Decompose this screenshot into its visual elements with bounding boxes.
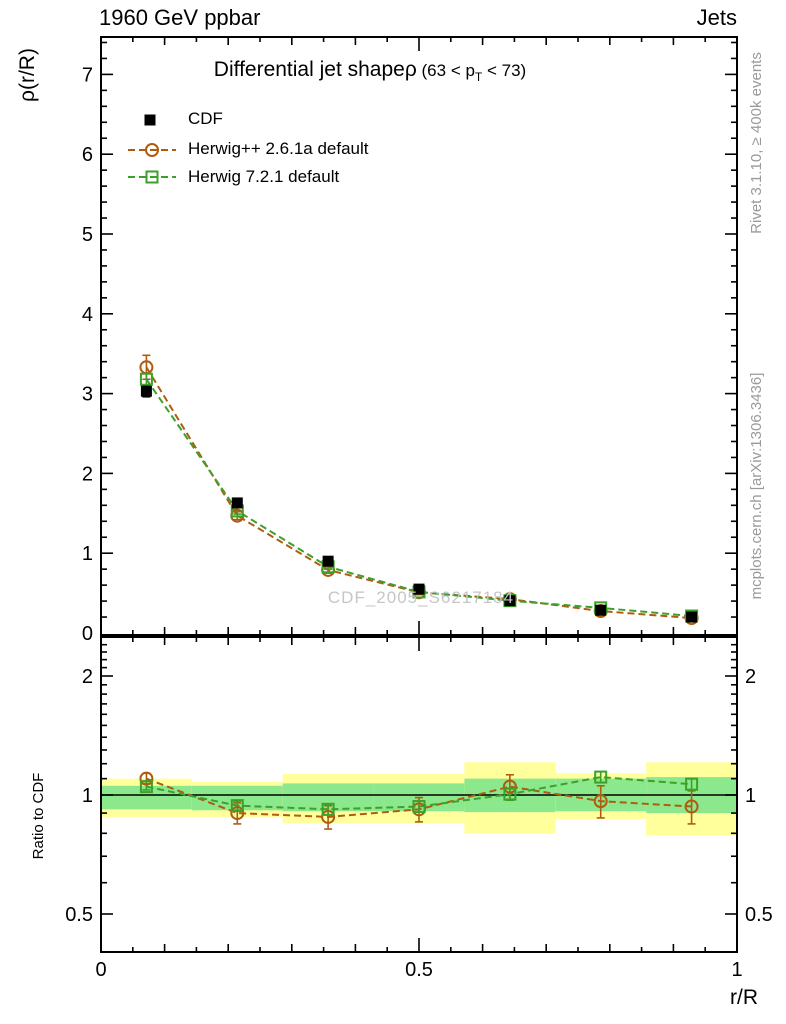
plot-title-cut-post: < 73) [482, 61, 527, 80]
main-y-tick-label: 3 [81, 383, 93, 406]
plot-title [214, 58, 526, 84]
ratio-y-tick-label-right: 1 [745, 785, 757, 807]
ratio-y-tick-label-left: 2 [81, 666, 93, 688]
cdf-data-point [232, 497, 243, 508]
main-y-tick-label: 2 [81, 463, 93, 486]
main-y-tick-label: 6 [81, 144, 93, 167]
mcplots-arxiv-note: mcplots.cern.ch [arXiv:1306.3436] [748, 372, 765, 600]
x-axis-label: r/R [730, 986, 758, 1009]
cdf-data-point [686, 612, 697, 623]
main-y-tick-label: 4 [81, 303, 93, 326]
header-analysis-group: Jets [696, 5, 737, 30]
legend-label-cdf: CDF [188, 109, 223, 128]
x-tick-label: 1 [731, 959, 743, 981]
main-y-tick-label: 0 [81, 623, 93, 645]
legend-label-herwig7: Herwig 7.2.1 default [188, 167, 340, 186]
main-y-axis-label: ρ(r/R) [16, 48, 39, 102]
header-beam-energy: 1960 GeV ppbar [99, 5, 261, 30]
ratio-y-axis-label: Ratio to CDF [30, 772, 47, 860]
herwig7-curve [146, 379, 691, 616]
analysis-id-watermark: CDF_2005_S6217184 [327, 588, 515, 607]
main-y-tick-label: 5 [81, 224, 93, 246]
rivet-version-note: Rivet 3.1.10, ≥ 400k events [748, 52, 765, 234]
main-y-tick-label: 7 [81, 64, 93, 87]
ratio-y-tick-label-right: 2 [745, 666, 757, 688]
ratio-y-tick-label-left: 0.5 [65, 904, 93, 926]
herwigpp-curve [146, 367, 691, 618]
cdf-data-point [595, 605, 606, 616]
legend-label-herwigpp: Herwig++ 2.6.1a default [188, 139, 369, 158]
main-y-tick-label: 1 [81, 543, 93, 566]
plot-title-main: Differential jet shapeρ [213, 58, 417, 81]
cdf-data-point [141, 386, 152, 397]
ratio-y-tick-label-left: 1 [81, 785, 93, 807]
x-tick-label: 0.5 [405, 959, 433, 981]
plot-title-cut-pre: (63 < p [416, 61, 475, 80]
cdf-data-point [323, 556, 334, 567]
plot-title-cut-sub: T [474, 70, 483, 84]
x-tick-label: 0 [95, 959, 107, 981]
ratio-y-tick-label-right: 0.5 [745, 904, 773, 926]
legend-marker-cdf [145, 115, 156, 126]
